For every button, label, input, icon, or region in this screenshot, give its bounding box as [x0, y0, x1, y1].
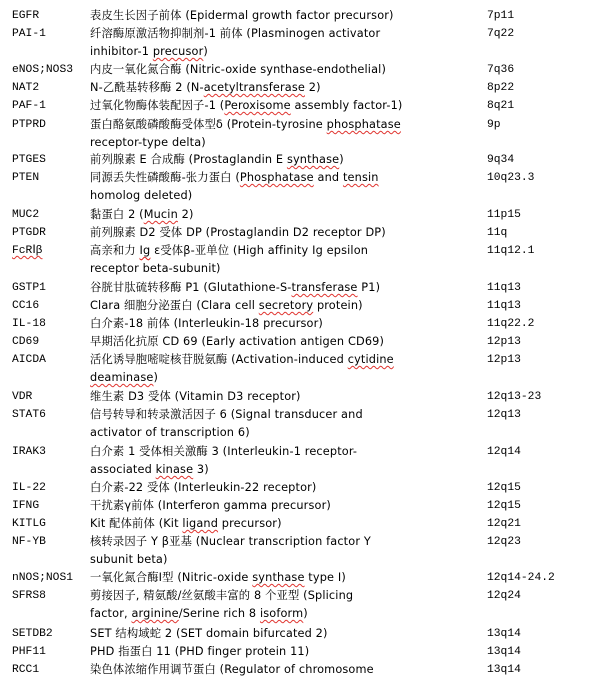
gene-description: Clara 细胞分泌蛋白 (Clara cell secretory protein)	[90, 299, 363, 312]
gene-description: 信号转导和转录激活因子 6 (Signal transducer and	[90, 408, 363, 421]
chromosome-location: 8q21	[487, 100, 515, 112]
gene-description: 内皮一氧化氮合酶 (Nitric-oxide synthase-endothelial)	[90, 63, 387, 76]
chromosome-location: 11q12.1	[487, 245, 535, 257]
gene-description: PHD 指蛋白 11 (PHD finger protein 11)	[90, 645, 310, 658]
gene-description: 蛋白酪氨酸磷酸酶受体型δ (Protein-tyrosine phosphatase	[90, 118, 401, 131]
gene-description: 核转录因子 Y β亚基 (Nuclear transcription factor Y	[90, 535, 371, 548]
gene-symbol: EGFR	[12, 10, 40, 22]
gene-symbol: IL-18	[12, 318, 46, 330]
gene-description: 一氧化氮合酶Ⅰ型 (Nitric-oxide synthase type Ⅰ)	[90, 571, 346, 584]
gene-description: inhibitor-1 precusor)	[90, 45, 208, 58]
gene-description: deaminase)	[90, 371, 159, 384]
gene-symbol: nNOS;NOS1	[12, 572, 74, 584]
chromosome-location: 11q13	[487, 300, 521, 312]
gene-symbol: IRAK3	[12, 446, 46, 458]
gene-symbol: PAF-1	[12, 100, 46, 112]
gene-symbol: PHF11	[12, 646, 46, 658]
chromosome-location: 7p11	[487, 10, 515, 22]
gene-description: Kit 配体前体 (Kit ligand precursor)	[90, 517, 282, 530]
gene-symbol: GSTP1	[12, 282, 46, 294]
gene-symbol: RCC1	[12, 664, 40, 676]
chromosome-location: 13q14	[487, 646, 521, 658]
chromosome-location: 12q14-24.2	[487, 572, 555, 584]
gene-description: 白介素-18 前体 (Interleukin-18 precursor)	[90, 317, 323, 330]
gene-symbol: MUC2	[12, 209, 40, 221]
chromosome-location: 12q21	[487, 518, 521, 530]
gene-symbol: STAT6	[12, 409, 46, 421]
gene-description: 过氧化物酶体装配因子-1 (Peroxisome assembly factor-1)	[90, 99, 403, 112]
chromosome-location: 13q14	[487, 664, 521, 676]
chromosome-location: 12q15	[487, 482, 521, 494]
gene-description: 表皮生长因子前体 (Epidermal growth factor precursor)	[90, 9, 394, 22]
chromosome-location: 12q24	[487, 590, 521, 602]
chromosome-location: 10q23.3	[487, 172, 535, 184]
gene-description: factor, arginine/Serine rich 8 isoform)	[90, 607, 308, 620]
gene-symbol: eNOS;NOS3	[12, 64, 74, 76]
gene-description: activator of transcription 6)	[90, 426, 250, 439]
chromosome-location: 12p13	[487, 354, 521, 366]
gene-description: 干扰素γ前体 (Interferon gamma precursor)	[90, 499, 331, 512]
gene-description: 纤溶酶原激活物抑制剂-1 前体 (Plasminogen activator	[90, 27, 381, 40]
gene-description: 黏蛋白 2 (Mucin 2)	[90, 208, 194, 221]
gene-symbol: CC16	[12, 300, 40, 312]
gene-description: receptor-type delta)	[90, 136, 206, 149]
gene-symbol: PTEN	[12, 172, 40, 184]
chromosome-location: 9p	[487, 119, 501, 131]
chromosome-location: 12p13	[487, 336, 521, 348]
gene-description: N-乙酰基转移酶 2 (N-acetyltransferase 2)	[90, 81, 321, 94]
gene-symbol: IFNG	[12, 500, 40, 512]
gene-symbol: VDR	[12, 391, 33, 403]
gene-description: 活化诱导胞嘧啶核苷脱氨酶 (Activation-induced cytidine	[90, 353, 394, 366]
chromosome-location: 11q22.2	[487, 318, 535, 330]
chromosome-location: 12q13	[487, 409, 521, 421]
gene-description: 染色体浓缩作用调节蛋白 (Regulator of chromosome	[90, 663, 374, 676]
chromosome-location: 12q15	[487, 500, 521, 512]
gene-description: 维生素 D3 受体 (Vitamin D3 receptor)	[90, 390, 301, 403]
gene-description: associated kinase 3)	[90, 463, 209, 476]
gene-description: homolog deleted)	[90, 189, 193, 202]
chromosome-location: 11p15	[487, 209, 521, 221]
gene-symbol: SETDB2	[12, 628, 53, 640]
gene-description: subunit beta)	[90, 553, 168, 566]
gene-symbol: NF-YB	[12, 536, 46, 548]
gene-description: 高亲和力 Ig ε受体β-亚单位 (High affinity Ig epsilon	[90, 244, 369, 257]
chromosome-location: 8p22	[487, 82, 515, 94]
gene-description: 同源丢失性磷酸酶-张力蛋白 (Phosphatase and tensin	[90, 171, 379, 184]
gene-symbol: PTPRD	[12, 119, 46, 131]
chromosome-location: 12q13-23	[487, 391, 542, 403]
gene-symbol: FcRⅠβ	[12, 245, 43, 257]
gene-description: 白介素-22 受体 (Interleukin-22 receptor)	[90, 481, 317, 494]
gene-symbol: KITLG	[12, 518, 46, 530]
chromosome-location: 7q22	[487, 28, 515, 40]
gene-symbol: AICDA	[12, 354, 46, 366]
gene-symbol: IL-22	[12, 482, 46, 494]
gene-description: 剪接因子, 精氨酸/丝氨酸丰富的 8 个亚型 (Splicing	[90, 589, 354, 602]
chromosome-location: 7q36	[487, 64, 515, 76]
gene-symbol: PAI-1	[12, 28, 46, 40]
chromosome-location: 13q14	[487, 628, 521, 640]
gene-description: 谷胱甘肽硫转移酶 P1 (Glutathione-S-transferase P1)	[90, 281, 381, 294]
chromosome-location: 9q34	[487, 154, 515, 166]
gene-symbol: SFRS8	[12, 590, 46, 602]
gene-description: receptor beta-subunit)	[90, 262, 221, 275]
chromosome-location: 12q14	[487, 446, 521, 458]
gene-description: 白介素 1 受体相关激酶 3 (Interleukin-1 receptor-	[90, 445, 358, 458]
chromosome-location: 12q23	[487, 536, 521, 548]
gene-description: 前列腺素 D2 受体 DP (Prostaglandin D2 receptor DP)	[90, 226, 386, 239]
gene-symbol: CD69	[12, 336, 40, 348]
chromosome-location: 11q	[487, 227, 508, 239]
gene-description: 早期活化抗原 CD 69 (Early activation antigen CD69)	[90, 335, 385, 348]
chromosome-location: 11q13	[487, 282, 521, 294]
gene-symbol: NAT2	[12, 82, 40, 94]
gene-description: SET 结构域蛇 2 (SET domain bifurcated 2)	[90, 627, 328, 640]
gene-symbol: PTGDR	[12, 227, 46, 239]
gene-symbol: PTGES	[12, 154, 46, 166]
gene-description: 前列腺素 E 合成酶 (Prostaglandin E synthase)	[90, 153, 344, 166]
